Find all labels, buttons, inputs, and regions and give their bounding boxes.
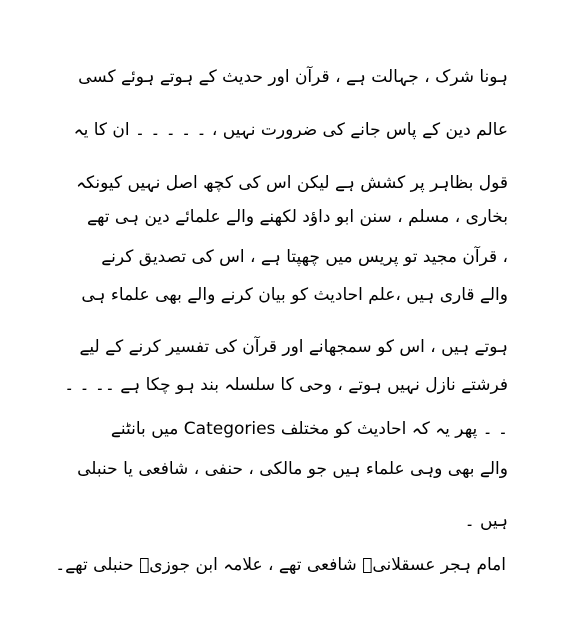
text-line-3: قول بظاہر پر کشش ہے لیکن اس کی کچھ اصل نہیں کیونکہ (76, 173, 508, 193)
text-line-8: فرشتے نازل نہیں ہوتے ، وحی کا سلسلہ بند ہو چکا ہے ۔۔ ۔ ۔ (64, 375, 508, 395)
text-line-2: عالم دین کے پاس جانے کی ضرورت نہیں ، ۔ ۔ ۔ ۔ ۔ ان کا یہ (73, 120, 508, 140)
text-line-9: ۔ ۔ پھر یہ کہ احادیث کو مختلف Categories میں بانٹنے (110, 419, 508, 439)
text-line-6: والے قاری ہیں ،علم احادیث کو بیان کرنے والے بھی علماء ہی (81, 285, 508, 305)
text-line-5: ، قرآن مجید تو پریس میں چھپتا ہے ، اس کی تصدیق کرنے (101, 247, 508, 267)
text-line-11: ہیں ۔ (464, 511, 508, 531)
text-line-10: والے بھی وہی علماء ہیں جو مالکی ، حنفی ، شافعی یا حنبلی (77, 459, 508, 479)
text-line-4: بخاری ، مسلم ، سنن ابو داؤد لکھنے والے علمائے دین ہی تھے (87, 207, 508, 227)
text-line-1: ہونا شرک ، جہالت ہے ، قرآن اور حدیث کے ہوتے ہوئے کسی (78, 67, 508, 87)
text-line-12: امام ہجر عسقلانیؒ شافعی تھے ، علامہ ابن جوزیؒ حنبلی تھے۔ (55, 555, 506, 575)
text-line-7: ہوتے ہیں ، اس کو سمجھانے اور قرآن کی تفسیر کرنے کے لیے (79, 337, 508, 357)
